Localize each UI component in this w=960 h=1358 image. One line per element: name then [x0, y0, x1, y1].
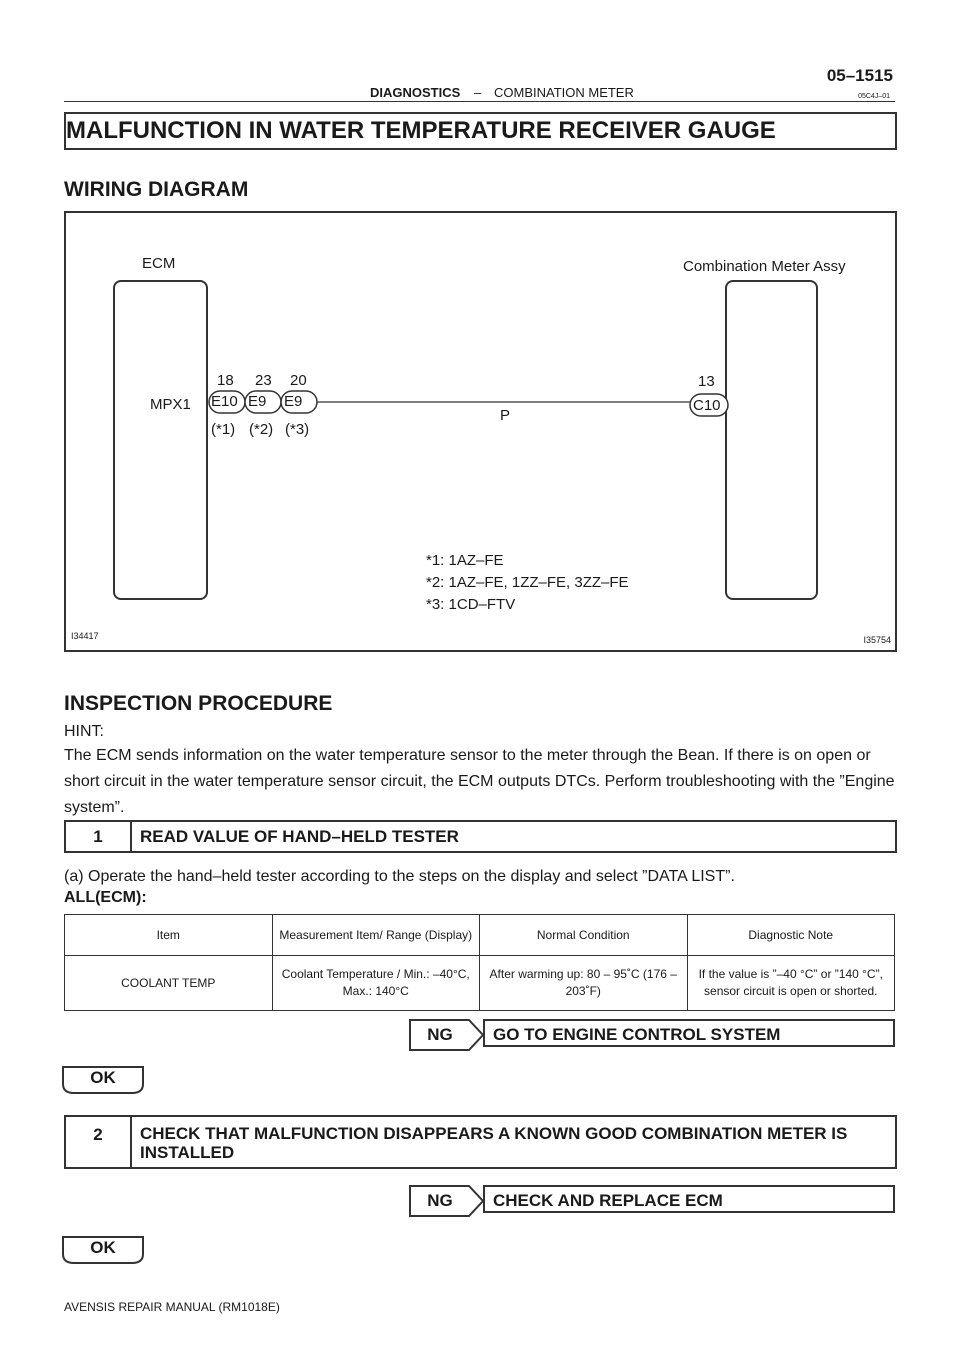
ng-label-1: NG: [427, 1025, 453, 1044]
step-1-number: 1: [66, 822, 132, 851]
figure-code-right: I35754: [863, 635, 891, 645]
section-name: DIAGNOSTICS: [370, 85, 461, 100]
step-2-title: CHECK THAT MALFUNCTION DISAPPEARS A KNOWN GOOD COMBINATION METER IS INSTALLED: [140, 1124, 848, 1162]
wiring-diagram: [64, 211, 897, 652]
doc-code: 05C4J–01: [858, 93, 890, 100]
note-1: *1: 1AZ–FE: [426, 552, 504, 569]
ng-action-2: CHECK AND REPLACE ECM: [483, 1185, 895, 1213]
table-cell: Coolant Temperature / Min.: –40°C, Max.: 140°C: [272, 956, 480, 1011]
table-header-cell: Diagnostic Note: [687, 915, 895, 956]
table-cell: COOLANT TEMP: [65, 956, 273, 1011]
ok-label-1: OK: [90, 1068, 116, 1087]
note-2: *2: 1AZ–FE, 1ZZ–FE, 3ZZ–FE: [426, 574, 629, 591]
hint-label: HINT:: [64, 723, 104, 740]
ok-label-2: OK: [90, 1238, 116, 1257]
step-2-number: 2: [66, 1117, 132, 1167]
variant-2: (*2): [249, 421, 274, 438]
ecm-label: ECM: [142, 255, 176, 272]
figure-code-left: I34417: [71, 631, 99, 641]
page-title: MALFUNCTION IN WATER TEMPERATURE RECEIVER GAUGE: [66, 117, 776, 144]
meter-pin: 13: [698, 373, 715, 390]
table-header-row: [65, 915, 895, 956]
wiring-diagram-heading: WIRING DIAGRAM: [64, 178, 249, 201]
pin-18: 18: [217, 372, 234, 389]
step-1-title: READ VALUE OF HAND–HELD TESTER: [140, 827, 459, 846]
header-separator: –: [474, 85, 482, 100]
data-list-table: [64, 914, 895, 1011]
subsection-name: COMBINATION METER: [494, 85, 634, 100]
table-label: ALL(ECM):: [64, 889, 147, 906]
table-header-cell: Normal Condition: [480, 915, 688, 956]
table-header-cell: Measurement Item/ Range (Display): [272, 915, 480, 956]
wire-color: P: [500, 407, 511, 424]
meter-connector-label: C10: [693, 397, 721, 414]
ecm-block: [114, 281, 207, 599]
inspection-heading: INSPECTION PROCEDURE: [64, 692, 333, 715]
footer-text: AVENSIS REPAIR MANUAL (RM1018E): [64, 1300, 280, 1314]
connector-label-e10: E10: [211, 393, 238, 410]
table-header-cell: Item: [65, 915, 273, 956]
ng-label-2: NG: [427, 1191, 453, 1210]
pin-20: 20: [290, 372, 307, 389]
variant-1: (*1): [211, 421, 236, 438]
note-3: *3: 1CD–FTV: [426, 596, 516, 613]
ecm-terminal: MPX1: [150, 396, 191, 413]
connector-label-e9-a: E9: [248, 393, 267, 410]
table-cell: If the value is ”–40 °C” or ”140 °C”, sensor circuit is open or shorted.: [687, 956, 895, 1011]
step-2-box: [64, 1115, 897, 1169]
table-row: [65, 956, 895, 1011]
ng-action-1: GO TO ENGINE CONTROL SYSTEM: [483, 1019, 895, 1047]
meter-label: Combination Meter Assy: [683, 258, 846, 275]
step-1-instruction: (a) Operate the hand–held tester according to the steps on the display and select ”DATA LIST”.: [64, 868, 735, 885]
step-1-box: [64, 820, 897, 853]
connector-label-e9-b: E9: [284, 393, 303, 410]
pin-23: 23: [255, 372, 272, 389]
meter-block: [726, 281, 817, 599]
header-rule: [64, 101, 895, 102]
hint-text: The ECM sends information on the water temperature sensor to the meter through the Bean. If there is on open or short circuit in the water temperature sensor circuit, the ECM outputs DTCs. Perform troubleshooting with the ”Engine system”.: [64, 747, 895, 816]
page-number: 05–1515: [826, 66, 893, 85]
table-cell: After warming up: 80 – 95˚C (176 – 203˚F): [480, 956, 688, 1011]
variant-3: (*3): [285, 421, 310, 438]
page-title-box: [64, 112, 897, 150]
